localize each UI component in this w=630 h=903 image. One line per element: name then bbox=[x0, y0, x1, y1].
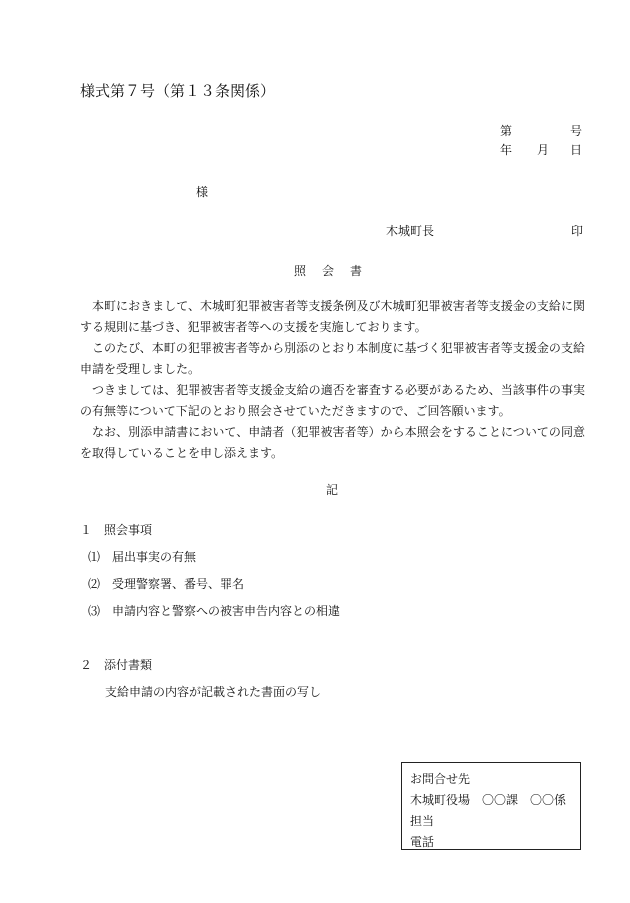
section-2-body: 支給申請の内容が記載された書面の写し bbox=[105, 685, 322, 699]
section-1-heading: １ 照会事項 bbox=[80, 523, 153, 537]
contact-phone: 電話 bbox=[410, 835, 435, 849]
paragraph-3: つきましては、犯罪被害者等支援金支給の適否を審査する必要があるため、当該事件の事実の有無等について下記のとおり照会させていただきますので、ご回答願います。 bbox=[80, 383, 585, 418]
section-1-item-2: ⑵ 受理警察署、番号、罪名 bbox=[88, 577, 245, 591]
contact-label: お問合せ先 bbox=[410, 772, 471, 786]
document-title: 照 会 書 bbox=[294, 264, 365, 278]
paragraph-2: このたび、本町の犯罪被害者等から別添のとおり本制度に基づく犯罪被害者等支援金の支給申請を受理しました。 bbox=[80, 341, 585, 376]
paragraph-4: なお、別添申請書において、申請者（犯罪被害者等）から本照会をすることについての同意を取得していることを申し添えます。 bbox=[80, 425, 585, 460]
date-day: 日 bbox=[570, 143, 583, 157]
addressee-honorific: 様 bbox=[196, 185, 209, 199]
section-1-item-1: ⑴ 届出事実の有無 bbox=[88, 550, 197, 564]
section-1-item-3: ⑶ 申請内容と警察への被害申告内容との相違 bbox=[88, 604, 341, 618]
paragraph-1: 本町におきまして、木城町犯罪被害者等支援条例及び木城町犯罪被害者等支援金の支給に関する規則に基づき、犯罪被害者等への支援を実施しております。 bbox=[80, 299, 585, 334]
contact-person: 担当 bbox=[410, 814, 435, 828]
ki-heading: 記 bbox=[326, 483, 339, 497]
contact-box bbox=[401, 762, 581, 850]
section-2-heading: ２ 添付書類 bbox=[80, 658, 153, 672]
date-year: 年 bbox=[500, 143, 513, 157]
date-month: 月 bbox=[537, 143, 550, 157]
number-prefix: 第 bbox=[500, 124, 513, 138]
sender-title: 木城町長 bbox=[386, 224, 435, 238]
seal-mark: 印 bbox=[571, 224, 584, 238]
form-title: 様式第７号（第１３条関係） bbox=[80, 82, 276, 100]
number-suffix: 号 bbox=[570, 124, 583, 138]
contact-office: 木城町役場 〇〇課 〇〇係 bbox=[410, 793, 567, 807]
